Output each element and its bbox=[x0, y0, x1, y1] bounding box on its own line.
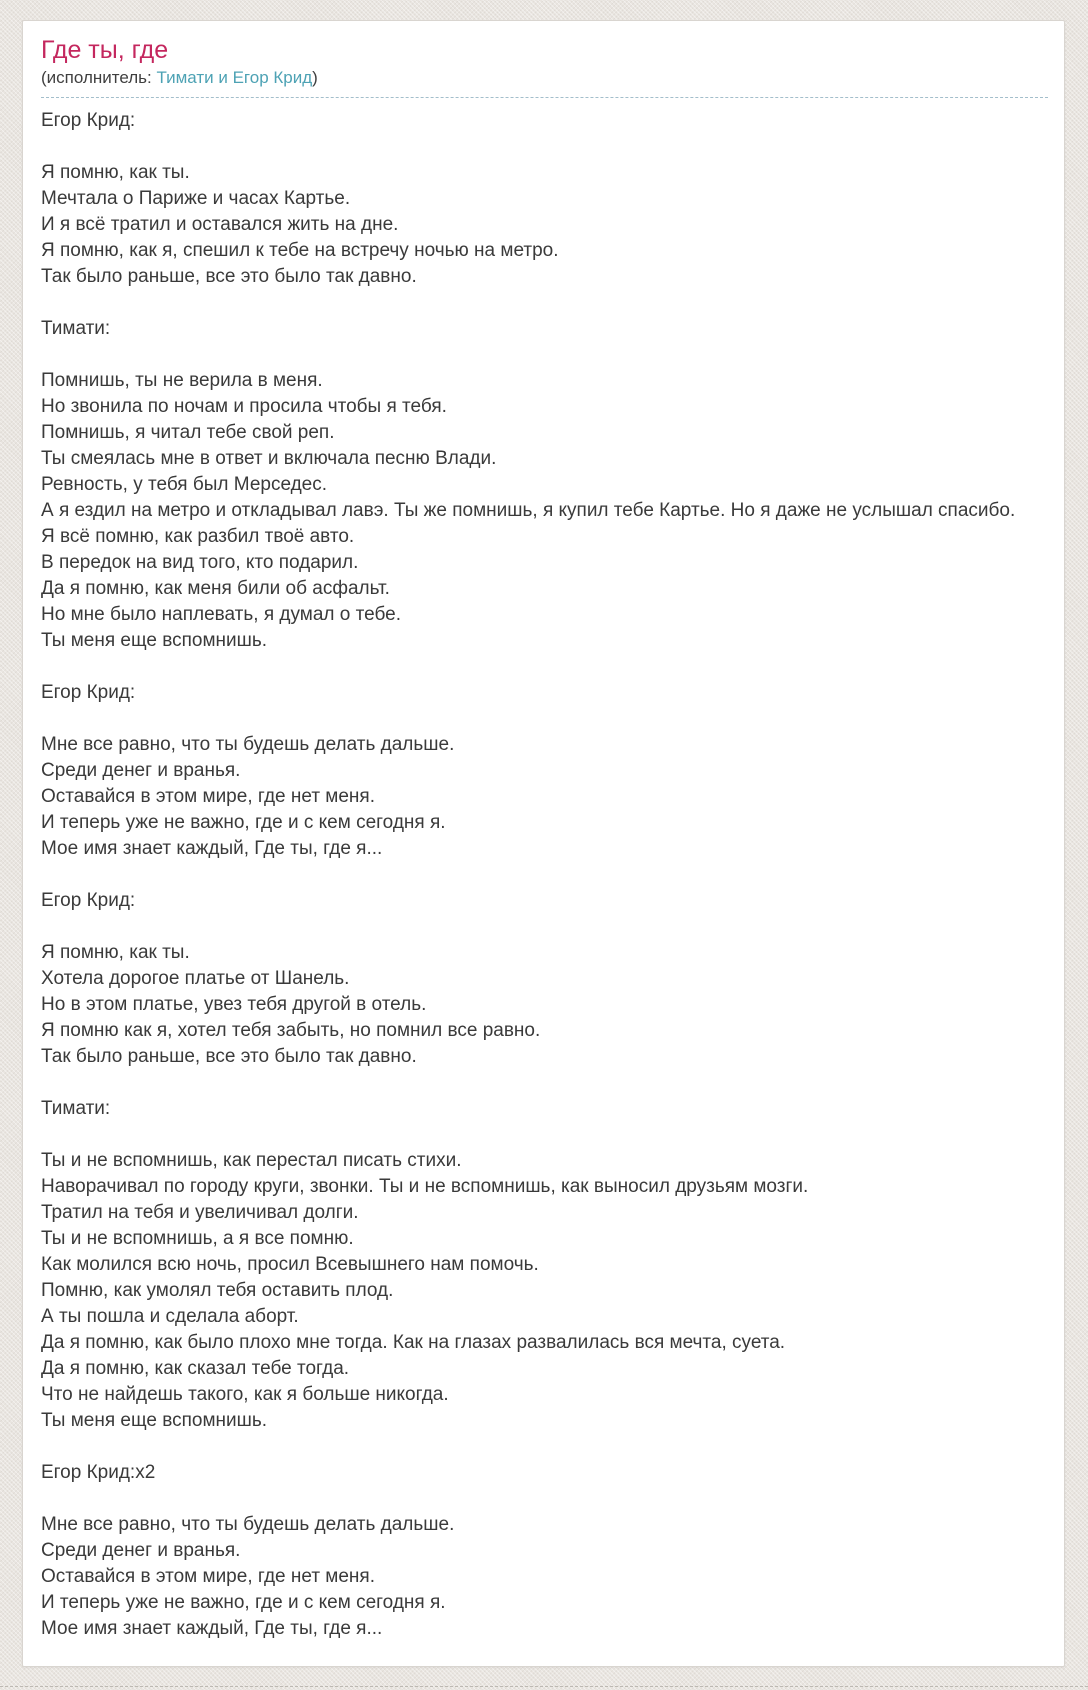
lyric-line: Егор Крид: bbox=[41, 890, 136, 911]
lyric-blank-line bbox=[41, 1122, 1048, 1148]
lyric-line: Мое имя знает каждый, Где ты, где я... bbox=[41, 838, 383, 859]
lyric-line: Да я помню, как сказал тебе тогда. bbox=[41, 1358, 350, 1379]
song-title: Где ты, где bbox=[41, 36, 169, 64]
lyric-line: Среди денег и вранья. bbox=[41, 760, 241, 781]
lyric-line: Среди денег и вранья. bbox=[41, 1540, 241, 1561]
lyric-line: Мечтала о Париже и часах Картье. bbox=[41, 188, 351, 209]
lyric-line: Я всё помню, как разбил твоё авто. bbox=[41, 526, 355, 547]
lyric-line: И теперь уже не важно, где и с кем сегодня я. bbox=[41, 812, 446, 833]
lyric-blank-line bbox=[41, 706, 1048, 732]
lyric-line: Помню, как умолял тебя оставить плод. bbox=[41, 1280, 394, 1301]
lyric-line: Но в этом платье, увез тебя другой в отель. bbox=[41, 994, 427, 1015]
lyric-blank-line bbox=[41, 342, 1048, 368]
lyrics-block bbox=[41, 108, 1048, 1642]
lyric-line: Ты меня еще вспомнишь. bbox=[41, 630, 268, 651]
lyric-blank-line bbox=[41, 1434, 1048, 1460]
lyric-line: В передок на вид того, кто подарил. bbox=[41, 552, 359, 573]
lyric-line: Мне все равно, что ты будешь делать дальше. bbox=[41, 734, 455, 755]
lyrics-card bbox=[22, 20, 1065, 1667]
lyric-line: Тимати: bbox=[41, 318, 111, 339]
lyric-line: Что не найдешь такого, как я больше никогда. bbox=[41, 1384, 449, 1405]
lyric-blank-line bbox=[41, 1486, 1048, 1512]
lyric-line: А ты пошла и сделала аборт. bbox=[41, 1306, 299, 1327]
lyric-line: Да я помню, как было плохо мне тогда. Как на глазах развалилась вся мечта, суета. bbox=[41, 1332, 786, 1353]
performer-label-close-paren: ) bbox=[312, 68, 318, 87]
lyric-line: Егор Крид: bbox=[41, 110, 136, 131]
lyric-line: Тратил на тебя и увеличивал долги. bbox=[41, 1202, 359, 1223]
lyric-blank-line bbox=[41, 134, 1048, 160]
lyric-line: Помнишь, ты не верила в меня. bbox=[41, 370, 323, 391]
lyric-line: Я помню, как я, спешил к тебе на встречу ночью на метро. bbox=[41, 240, 559, 261]
lyric-line: Мне все равно, что ты будешь делать дальше. bbox=[41, 1514, 455, 1535]
lyric-line: Ревность, у тебя был Мерседес. bbox=[41, 474, 328, 495]
lyric-line: Мое имя знает каждый, Где ты, где я... bbox=[41, 1618, 383, 1639]
lyric-line: Оставайся в этом мире, где нет меня. bbox=[41, 1566, 375, 1587]
artist-link[interactable]: Тимати и Егор Крид bbox=[156, 68, 313, 87]
lyric-line: Наворачивал по городу круги, звонки. Ты и не вспомнишь, как выносил друзьям мозги. bbox=[41, 1176, 809, 1197]
lyric-line: Я помню как я, хотел тебя забыть, но помнил все равно. bbox=[41, 1020, 541, 1041]
lyric-line: Так было раньше, все это было так давно. bbox=[41, 266, 417, 287]
lyric-line: Но звонила по ночам и просила чтобы я тебя. bbox=[41, 396, 447, 417]
lyric-line: Я помню, как ты. bbox=[41, 942, 190, 963]
lyric-blank-line bbox=[41, 914, 1048, 940]
lyric-line: Ты меня еще вспомнишь. bbox=[41, 1410, 268, 1431]
lyric-blank-line bbox=[41, 862, 1048, 888]
lyric-line: Да я помню, как меня били об асфальт. bbox=[41, 578, 390, 599]
lyric-line: Хотела дорогое платье от Шанель. bbox=[41, 968, 350, 989]
lyric-line: Так было раньше, все это было так давно. bbox=[41, 1046, 417, 1067]
lyric-line: Помнишь, я читал тебе свой реп. bbox=[41, 422, 335, 443]
footer-dotted-divider bbox=[0, 1686, 1088, 1687]
lyric-line: И я всё тратил и оставался жить на дне. bbox=[41, 214, 399, 235]
lyric-line: Ты и не вспомнишь, а я все помню. bbox=[41, 1228, 354, 1249]
lyric-line: Как молился всю ночь, просил Всевышнего нам помочь. bbox=[41, 1254, 539, 1275]
artist-row bbox=[41, 67, 1048, 98]
performer-label: (исполнитель: bbox=[41, 68, 157, 87]
lyric-line: Я помню, как ты. bbox=[41, 162, 190, 183]
lyric-line: Ты смеялась мне в ответ и включала песню Влади. bbox=[41, 448, 497, 469]
lyric-blank-line bbox=[41, 654, 1048, 680]
lyric-line: Ты и не вспомнишь, как перестал писать стихи. bbox=[41, 1150, 462, 1171]
lyric-line: Егор Крид:x2 bbox=[41, 1462, 156, 1483]
lyric-line: И теперь уже не важно, где и с кем сегодня я. bbox=[41, 1592, 446, 1613]
lyric-line: Тимати: bbox=[41, 1098, 111, 1119]
lyric-line: Но мне было наплевать, я думал о тебе. bbox=[41, 604, 401, 625]
lyric-line: Оставайся в этом мире, где нет меня. bbox=[41, 786, 375, 807]
lyric-line: А я ездил на метро и откладывал лавэ. Ты же помнишь, я купил тебе Картье. Но я даже не услышал спасибо. bbox=[41, 500, 1016, 521]
lyric-blank-line bbox=[41, 290, 1048, 316]
lyric-blank-line bbox=[41, 1070, 1048, 1096]
lyric-line: Егор Крид: bbox=[41, 682, 136, 703]
